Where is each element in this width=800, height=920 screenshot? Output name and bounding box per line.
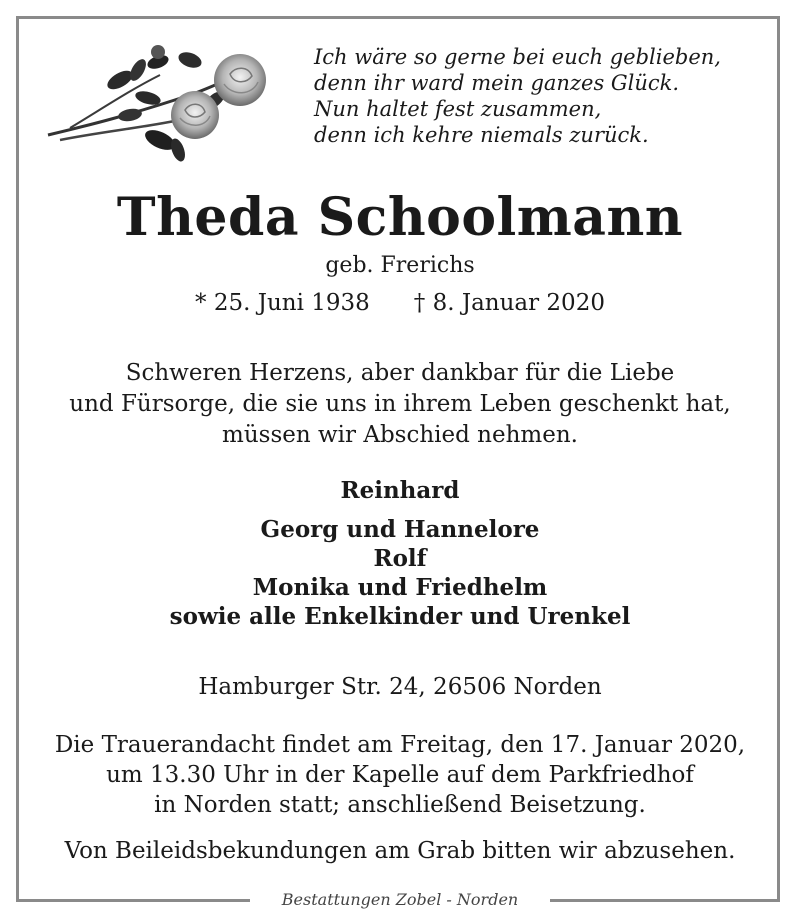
family-list [20, 476, 780, 631]
death-date: † 8. Januar 2020 [413, 290, 605, 316]
family-member: Rolf [373, 545, 427, 572]
maiden-name: geb. Frerichs [325, 253, 475, 278]
service-info [20, 730, 780, 820]
service-line: um 13.30 Uhr in der Kapelle auf dem Parkfriedhof [106, 762, 694, 788]
service-line: Die Trauerandacht findet am Freitag, den 17. Januar 2020, [54, 732, 746, 758]
intro-line: und Fürsorge, die sie uns in ihrem Leben geschenkt hat, [69, 391, 731, 417]
intro-line: müssen wir Abschied nehmen. [222, 422, 578, 448]
intro-text [20, 358, 780, 451]
condolence-note: Von Beileidsbekundungen am Grab bitten wir abzusehen. [64, 838, 736, 864]
family-member: Monika und Friedhelm [252, 574, 548, 601]
life-dates [20, 288, 780, 318]
service-line: in Norden statt; anschließend Beisetzung. [154, 792, 646, 818]
funeral-home-credit: Bestattungen Zobel - Norden [250, 888, 550, 912]
birth-date: * 25. Juni 1938 [195, 290, 370, 316]
family-member: sowie alle Enkelkinder und Urenkel [169, 603, 631, 630]
family-member: Reinhard [340, 477, 460, 504]
intro-line: Schweren Herzens, aber dankbar für die Liebe [125, 360, 675, 386]
family-member: Georg und Hannelore [260, 516, 540, 543]
poem-line: Ich wäre so gerne bei euch geblieben, [314, 45, 721, 69]
rose-icon [40, 40, 280, 180]
poem-line: Nun haltet fest zusammen, [314, 97, 602, 121]
address: Hamburger Str. 24, 26506 Norden [198, 674, 602, 700]
poem-line: denn ihr ward mein ganzes Glück. [314, 71, 680, 95]
poem [314, 44, 774, 148]
deceased-name: Theda Schoolmann [116, 187, 684, 248]
poem-line: denn ich kehre niemals zurück. [314, 123, 649, 147]
